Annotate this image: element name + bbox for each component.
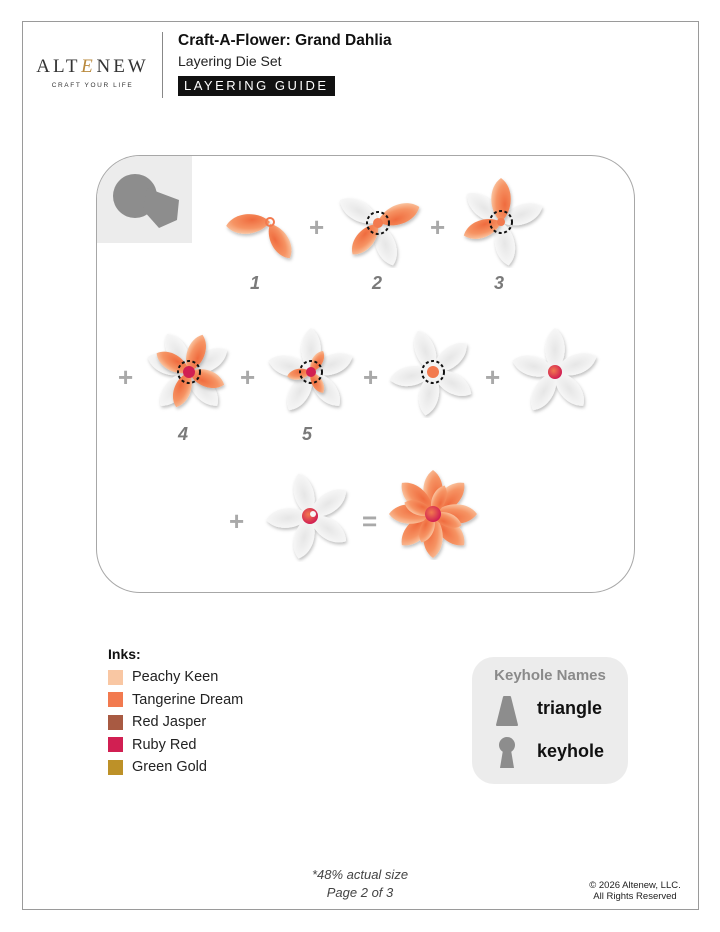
step-6-flower <box>388 324 480 418</box>
keyhole-label-keyhole: keyhole <box>537 741 605 761</box>
brand-e-mark: E <box>81 56 96 77</box>
step-number: 2 <box>372 273 383 293</box>
keyhole-names-card <box>472 657 628 784</box>
plus-sign: + <box>240 362 256 392</box>
copyright-line: © 2026 Altenew, LLC. <box>589 880 681 891</box>
ink-item <box>108 711 243 734</box>
brand-logo <box>30 42 155 92</box>
step-4-flower <box>144 324 236 418</box>
scale-note: *48% actual size <box>311 867 409 882</box>
inks-title: Inks: <box>108 646 141 662</box>
finished-dahlia <box>386 466 480 560</box>
ink-label: Tangerine Dream <box>132 691 244 708</box>
equals-sign: = <box>362 506 378 536</box>
plus-sign: + <box>229 506 245 536</box>
ink-label: Peachy Keen <box>132 669 219 686</box>
page-title: Craft-A-Flower: Grand Dahlia <box>178 32 392 49</box>
layering-guide-badge: LAYERING GUIDE <box>178 76 335 96</box>
step-2-flower <box>334 192 426 268</box>
brand-wordmark: ALTENEW <box>36 56 149 77</box>
inks-legend <box>108 646 243 779</box>
keyhole-names-title: Keyhole Names <box>494 667 606 684</box>
step-8-flower <box>264 468 358 562</box>
keyhole-shape-icon <box>97 156 192 243</box>
ink-item <box>108 689 243 712</box>
step-number: 1 <box>250 273 261 293</box>
header-divider <box>162 32 163 98</box>
plus-sign: + <box>485 362 501 392</box>
page-number: Page 2 of 3 <box>326 885 394 900</box>
keyhole-icon <box>496 736 518 770</box>
triangle-icon <box>496 695 518 727</box>
ink-item <box>108 666 243 689</box>
step-7-flower <box>510 324 602 418</box>
plus-sign: + <box>363 362 379 392</box>
keyhole-label-triangle: triangle <box>537 698 603 718</box>
ink-item <box>108 756 243 779</box>
step-5-flower <box>266 324 358 418</box>
plus-sign: + <box>118 362 134 392</box>
plus-sign: + <box>309 212 325 242</box>
ink-swatch <box>108 760 123 775</box>
ink-swatch <box>108 715 123 730</box>
rights-line: All Rights Reserved <box>593 891 677 902</box>
ink-swatch <box>108 692 123 707</box>
brand-tagline: CRAFT YOUR LIFE <box>51 82 134 89</box>
page-subtitle: Layering Die Set <box>178 53 282 69</box>
step-1-flower <box>222 192 300 264</box>
keyhole-tab <box>97 156 192 243</box>
ink-label: Green Gold <box>132 759 207 776</box>
ink-label: Red Jasper <box>132 714 207 731</box>
ink-swatch <box>108 670 123 685</box>
copyright <box>580 880 690 902</box>
step-number: 5 <box>302 424 313 444</box>
ink-item <box>108 734 243 757</box>
plus-sign: + <box>430 212 446 242</box>
step-number: 4 <box>178 424 189 444</box>
step-3-flower <box>455 172 547 268</box>
step-number: 3 <box>494 273 505 293</box>
ink-swatch <box>108 737 123 752</box>
ink-label: Ruby Red <box>132 736 197 753</box>
